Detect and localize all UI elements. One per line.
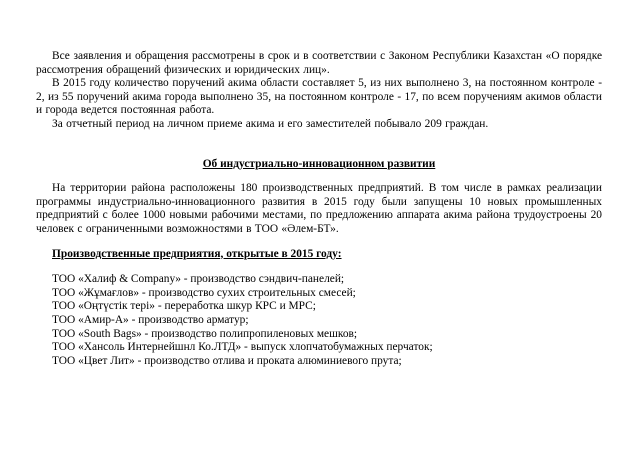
spacer — [36, 132, 602, 158]
spacer — [36, 261, 602, 273]
enterprise-list — [36, 273, 602, 368]
section-heading: Об индустриально-инновационном развитии — [202, 157, 436, 170]
paragraph-instructions: В 2015 году количество поручений акима области составляет 5, из них выполнено 3, на постоянном контроле - 2, из 55 поручений акима города выполнено 35, на постоянном контроле - 17, по всем поручениям акимов области и города ведется постоянная работа. — [36, 77, 602, 117]
spacer — [36, 237, 602, 248]
paragraph-appeals: Все заявления и обращения рассмотрены в срок и в соответствии с Законом Республики Казахстан «О порядке рассмотрения обращений физических и юридических лиц». — [36, 50, 602, 76]
document-body — [36, 50, 602, 368]
list-item: ТОО «South Bags» - производство полипропиленовых мешков; — [52, 327, 358, 340]
list-item: ТОО «Цвет Лит» - производство отлива и проката алюминиевого прута; — [52, 354, 402, 367]
list-item: ТОО «Амир-А» - производство арматур; — [52, 313, 249, 326]
list-item: ТОО «Жұмағлов» - производство сухих строительных смесей; — [52, 286, 356, 299]
spacer — [36, 171, 602, 182]
list-item: ТОО «Оңтүстік тері» - переработка шкур КРС и МРС; — [52, 300, 316, 313]
list-item: ТОО «Халиф & Company» - производство сэндвич-панелей; — [52, 273, 345, 286]
paragraph-industrial: На территории района расположены 180 производственных предприятий. В том числе в рамках реализации программы индустриально-инновационного развития в 2015 году были запущены 10 новых промышленных предприятий с более 1000 новыми рабочими местами, по предложению аппарата акима района трудоустроены 20 человек с ограниченными возможностями в ТОО «Әлем-БТ». — [36, 182, 602, 235]
paragraph-reception: За отчетный период на личном приеме акима и его заместителей побывало 209 граждан. — [52, 117, 489, 130]
list-heading: Производственные предприятия, открытые в 2015 году: — [52, 247, 342, 260]
list-item: ТОО «Хансоль Интернейшнл Ко.ЛТД» - выпуск хлопчатобумажных перчаток; — [52, 341, 433, 354]
